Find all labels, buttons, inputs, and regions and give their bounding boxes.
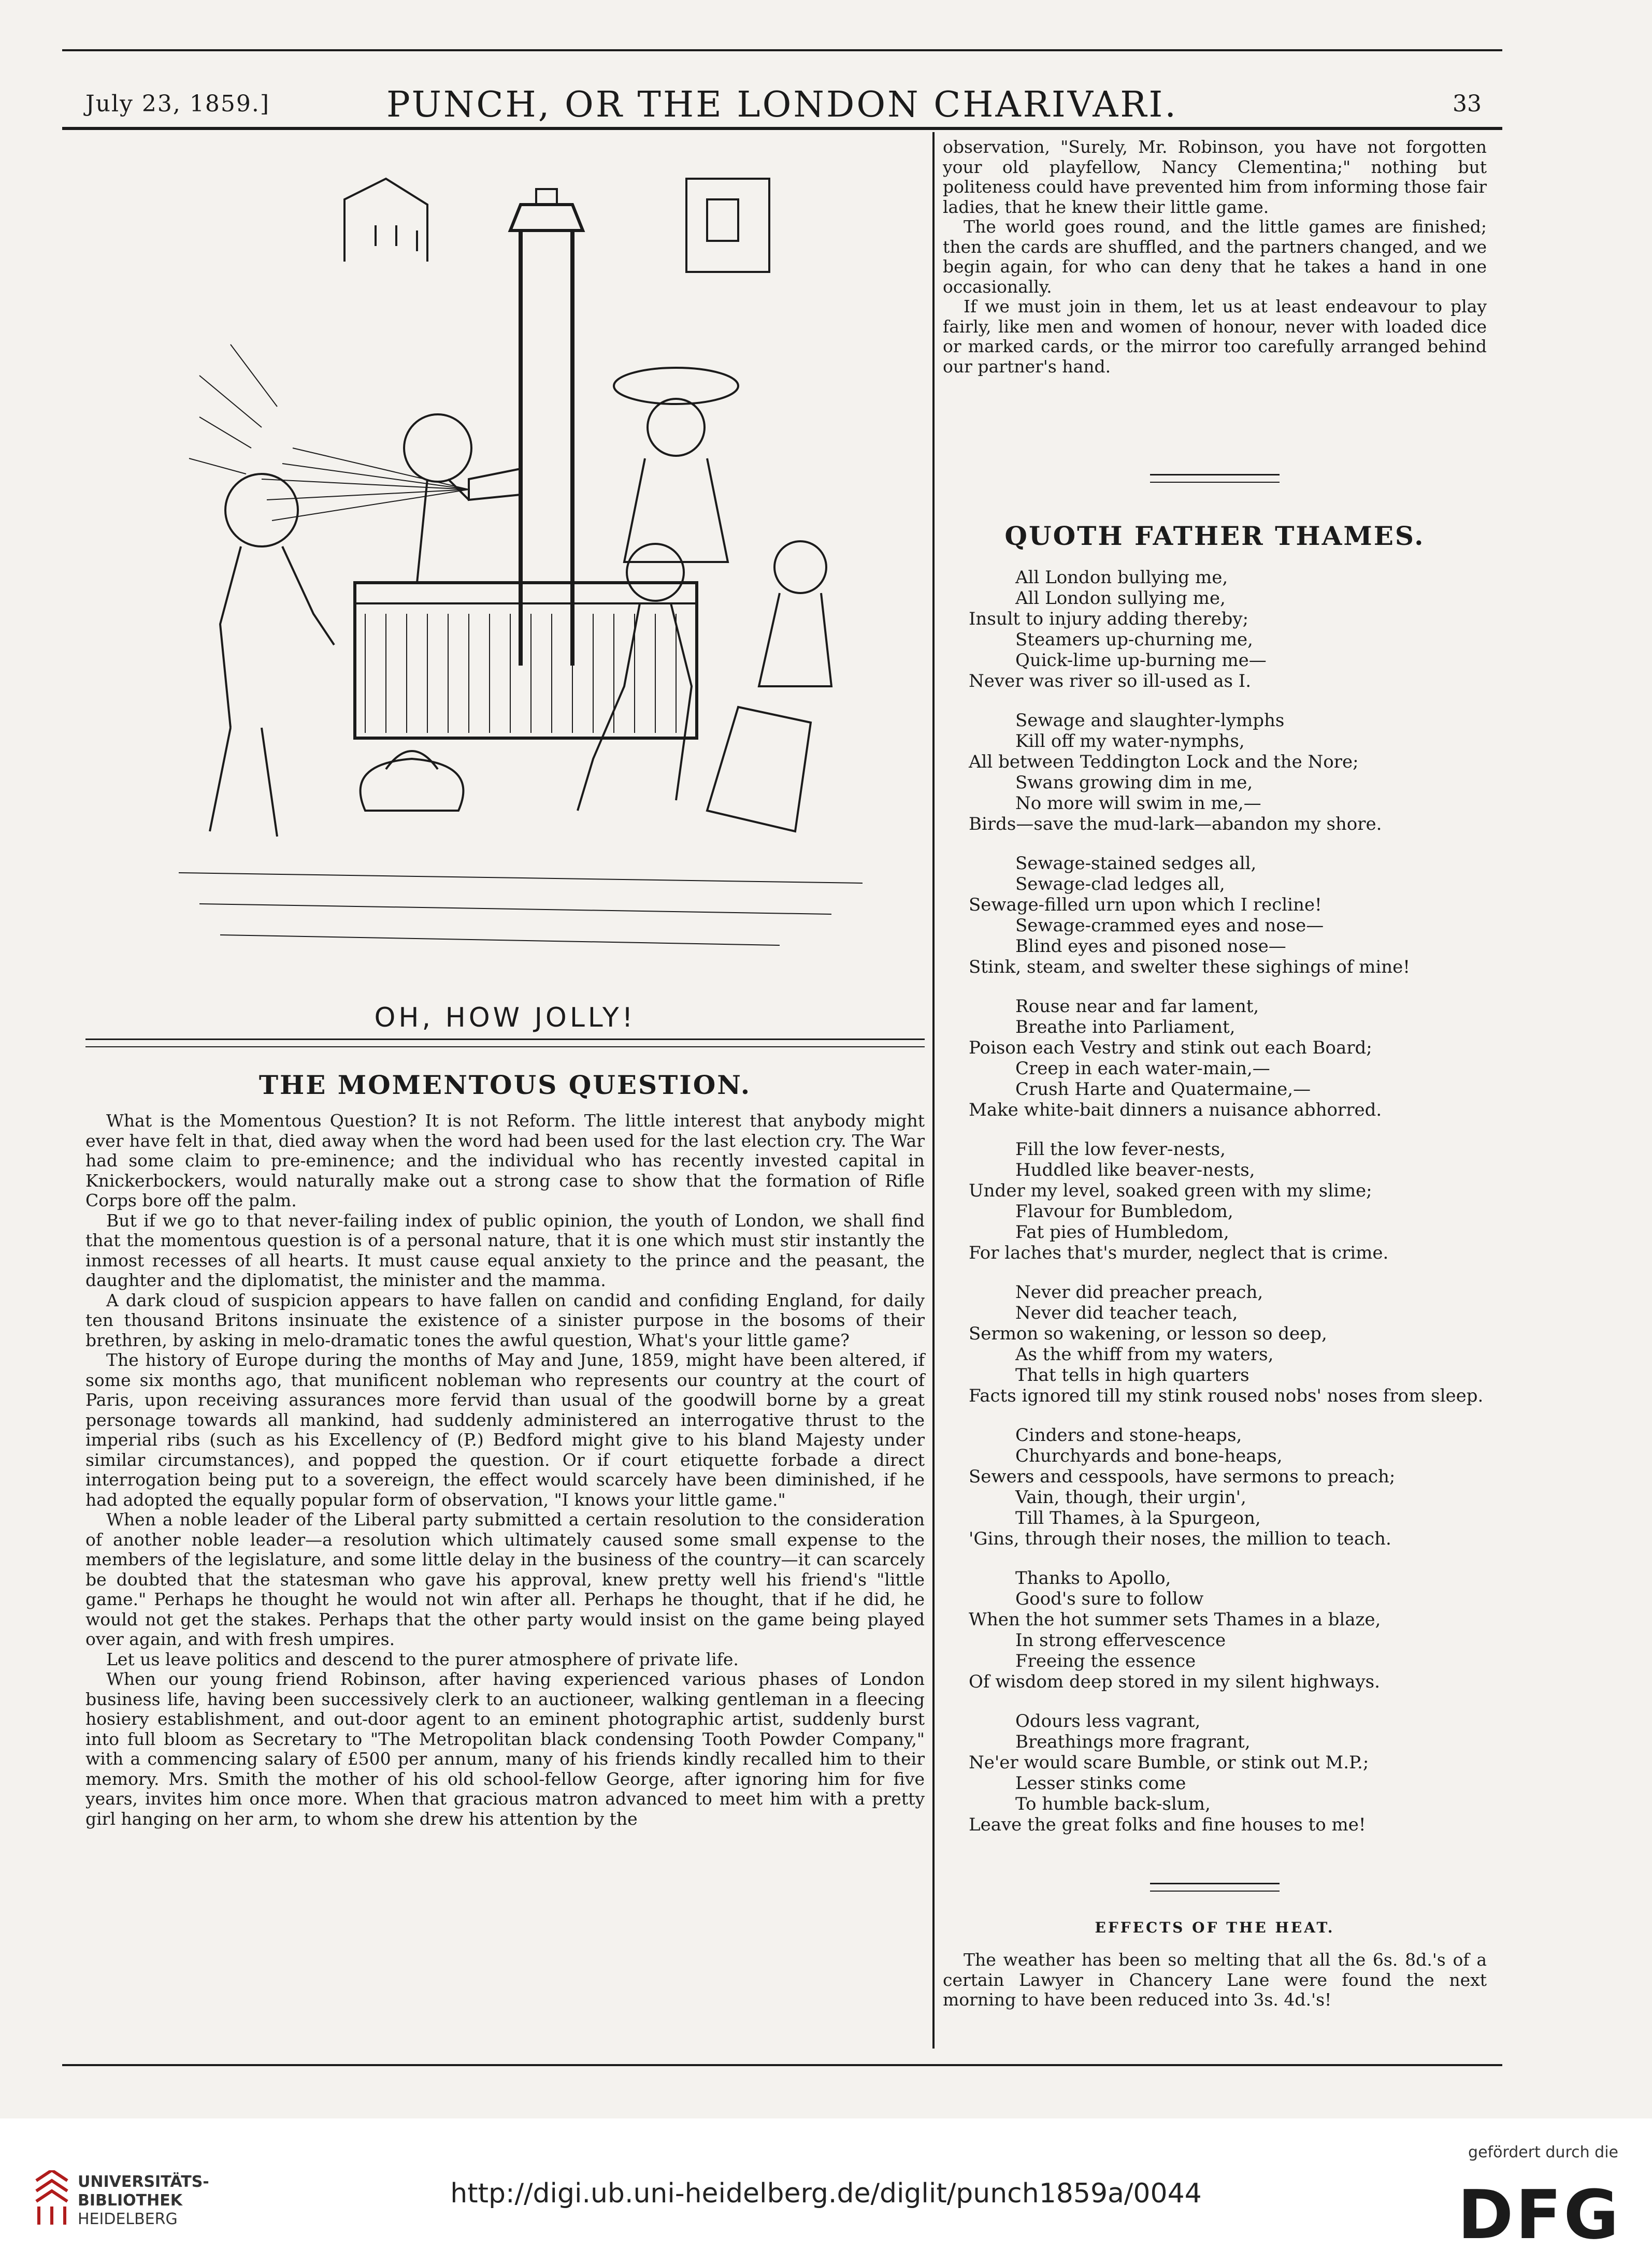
poem-line: Never was river so ill-used as I.	[969, 671, 1252, 691]
poem-line: Odours less vagrant,	[1015, 1711, 1201, 1732]
poem-stanza	[969, 996, 1487, 1120]
poem-line: All London sullying me,	[1015, 588, 1226, 609]
column-divider	[932, 132, 935, 2049]
poem-line: Vain, though, their urgin',	[1015, 1487, 1246, 1508]
poem-line: Leave the great folks and fine houses to me!	[969, 1814, 1366, 1835]
poem-line: 'Gins, through their noses, the million to teach.	[969, 1528, 1391, 1549]
poem-line: All between Teddington Lock and the Nore;	[969, 752, 1359, 772]
poem-line: Make white-bait dinners a nuisance abhorred.	[969, 1100, 1382, 1120]
poem-stanza	[969, 567, 1487, 691]
poem-line: Sewage-filled urn upon which I recline!	[969, 895, 1322, 915]
poem-line: To humble back-slum,	[1015, 1794, 1211, 1814]
poem-line: Facts ignored till my stink roused nobs' noses from sleep.	[969, 1386, 1484, 1406]
poem-line: Under my level, soaked green with my slime;	[969, 1180, 1372, 1201]
poem-line: Huddled like beaver-nests,	[1015, 1160, 1255, 1180]
section-rule	[1150, 1883, 1280, 1884]
poem-line: Breathings more fragrant,	[1015, 1732, 1251, 1752]
poem-line: Of wisdom deep stored in my silent highways.	[969, 1671, 1380, 1692]
article-title: THE MOMENTOUS QUESTION.	[258, 1070, 752, 1100]
poem-line: When the hot summer sets Thames in a blaze,	[969, 1609, 1381, 1630]
poem-line: Freeing the essence	[1015, 1651, 1196, 1671]
poem-line: Cinders and stone-heaps,	[1015, 1425, 1242, 1446]
paragraph: When a noble leader of the Liberal party submitted a certain resolution to the consideration of another noble leader—a resolution which ultimately caused some small expense to the members of the legislature, and some little delay in the business of the country—it can scarcely be doubted that the statesman who gave his approval, knew pretty well his friend's "little game." Perhaps he thought he would not win after all. Perhaps he thought, that if he did, he would not get the stakes. Perhaps that the other party would insist on the game being played over again, and with fresh umpires.	[85, 1509, 925, 1649]
poem-line: Lesser stinks come	[1015, 1773, 1186, 1794]
library-name-line: BIBLIOTHEK	[78, 2191, 182, 2210]
poem-line: Fat pies of Humbledom,	[1015, 1222, 1229, 1243]
poem-title: QUOTH FATHER THAMES.	[1004, 521, 1425, 551]
paragraph: What is the Momentous Question? It is not Reform. The little interest that anybody might ever have felt in that, died away when the word had been used for the last election cry. The War had some claim to pre-eminence; and the individual who has recently invested capital in Knickerbockers, would naturally make out a strong case to show that the formation of Rifle Corps bore off the palm.	[85, 1111, 925, 1210]
top-border	[62, 49, 1502, 51]
paragraph: A dark cloud of suspicion appears to have fallen on candid and confiding England, for daily ten thousand Britons insinuate the existence of a sinister purpose in the bosoms of their brethren, by asking in melo-dramatic tones the awful question, What's your little game?	[85, 1290, 925, 1350]
funding-label: gefördert durch die	[1468, 2143, 1618, 2161]
poem-line: Rouse near and far lament,	[1015, 996, 1259, 1017]
poem-line: Steamers up-churning me,	[1015, 629, 1253, 650]
section-rule-2	[1150, 1891, 1280, 1892]
paragraph: observation, "Surely, Mr. Robinson, you have not forgotten your old playfellow, Nancy Clementina;" nothing but politeness could have prevented him from informing those fair ladies, that he knew their little game.	[943, 137, 1487, 217]
paragraph: When our young friend Robinson, after having experienced various phases of London business life, having been successively clerk to an auctioneer, walking gentleman in a fleecing hosiery establishment, and out-door agent to an eminent photographic artist, suddenly burst into full bloom as Secretary to "The Metropolitan black condensing Tooth Powder Company," with a commencing salary of £500 per annum, many of his friends kindly recalled him to their memory. Mrs. Smith the mother of his old school-fellow George, after ignoring him for five years, invites him once more. When that gracious matron advanced to meet him with a pretty girl hanging on her arm, to whom she drew his attention by the	[85, 1669, 925, 1829]
poem-stanza	[969, 710, 1487, 834]
poem-line: Birds—save the mud-lark—abandon my shore.	[969, 814, 1382, 834]
bottom-border	[62, 2064, 1502, 2066]
poem-stanza	[969, 1139, 1487, 1263]
poem-stanza	[969, 1711, 1487, 1835]
paragraph: But if we go to that never-failing index of public opinion, the youth of London, we shall find that the momentous question is of a personal nature, that it is one which must stir instantly the inmost recesses of all hearts. It must cause equal anxiety to the prince and the peasant, the daughter and the diplomatist, the minister and the mamma.	[85, 1210, 925, 1290]
poem-line: Insult to injury adding thereby;	[969, 609, 1249, 629]
poem-line: Ne'er would scare Bumble, or stink out M.P.;	[969, 1752, 1369, 1773]
poem-line: That tells in high quarters	[1015, 1365, 1249, 1386]
poem-line: No more will swim in me,—	[1015, 793, 1261, 814]
poem-line: Crush Harte and Quatermaine,—	[1015, 1079, 1311, 1100]
paragraph: Let us leave politics and descend to the purer atmosphere of private life.	[106, 1649, 739, 1669]
poem-line: Blind eyes and pisoned nose—	[1015, 936, 1286, 957]
page-number: 33	[1453, 91, 1482, 117]
caption-rule	[85, 1039, 925, 1040]
header-rule	[62, 127, 1502, 130]
poem	[969, 567, 1487, 1854]
digitization-footer	[0, 2118, 1652, 2264]
poem-line: Creep in each water-main,—	[1015, 1058, 1270, 1079]
dfg-logo: DFG	[1457, 2175, 1621, 2254]
caption-rule-2	[85, 1046, 925, 1047]
poem-line: For laches that's murder, neglect that is crime.	[969, 1243, 1389, 1263]
poem-line: In strong effervescence	[1015, 1630, 1226, 1651]
paragraph: If we must join in them, let us at least endeavour to play fairly, like men and women of honour, never with loaded dice or marked cards, or the mirror too carefully arranged behind our partner's hand.	[943, 296, 1487, 377]
poem-line: All London bullying me,	[1015, 567, 1228, 588]
source-url-link[interactable]: http://digi.ub.uni-heidelberg.de/diglit/punch1859a/0044	[450, 2178, 1202, 2209]
library-name-line: UNIVERSITÄTS-	[78, 2173, 209, 2191]
newspaper-page	[62, 49, 1502, 2069]
paragraph: The world goes round, and the little games are finished; then the cards are shuffled, and the partners changed, and we begin again, for who can deny that he takes a hand in one occasionally.	[943, 217, 1487, 297]
paragraph: The history of Europe during the months of May and June, 1859, might have been altered, if some six months ago, that munificent nobleman who represents our country at the court of Paris, upon receiving assurances more fervid than usual of the goodwill borne by a great personage towards all mankind, had suddenly administered an interrogative thrust to the imperial ribs (such as his Excellency of (P.) Bedford might give to his bland Majesty under similar circumstances), and popped the question. Or if court etiquette forbade a direct interrogation being put to a sovereign, the effect would scarcely have been diminished, if he had adopted the equally popular form of observation, "I knows your little game."	[85, 1350, 925, 1510]
poem-line: Sewage-stained sedges all,	[1015, 853, 1257, 874]
library-name-line: HEIDELBERG	[78, 2210, 178, 2228]
article-body	[85, 1111, 925, 1829]
publication-title: PUNCH, OR THE LONDON CHARIVARI.	[386, 84, 1178, 125]
section-rule-2	[1150, 482, 1280, 483]
poem-line: Never did teacher teach,	[1015, 1303, 1238, 1323]
poem-line: Thanks to Apollo,	[1015, 1568, 1171, 1589]
paragraph: The weather has been so melting that all the 6s. 8d.'s of a certain Lawyer in Chancery Lane were found the next morning to have been reduced into 3s. 4d.'s!	[943, 1950, 1487, 2010]
issue-date: July 23, 1859.]	[85, 91, 270, 117]
article-continuation	[943, 137, 1487, 377]
effects-title: EFFECTS OF THE HEAT.	[1095, 1919, 1335, 1936]
poem-line: Churchyards and bone-heaps,	[1015, 1446, 1283, 1466]
poem-stanza	[969, 853, 1487, 977]
poem-line: As the whiff from my waters,	[1015, 1344, 1274, 1365]
poem-line: Kill off my water-nymphs,	[1015, 731, 1245, 752]
poem-line: Sewers and cesspools, have sermons to preach;	[969, 1466, 1396, 1487]
section-rule	[1150, 474, 1280, 475]
illustration-caption: OH, HOW JOLLY!	[374, 1002, 636, 1033]
poem-line: Stink, steam, and swelter these sighings of mine!	[969, 957, 1410, 977]
poem-line: Swans growing dim in me,	[1015, 772, 1253, 793]
poem-line: Sermon so wakening, or lesson so deep,	[969, 1323, 1327, 1344]
poem-stanza	[969, 1425, 1487, 1549]
poem-line: Fill the low fever-nests,	[1015, 1139, 1226, 1160]
effects-body	[943, 1950, 1487, 2010]
poem-stanza	[969, 1282, 1487, 1406]
poem-line: Sewage-crammed eyes and nose—	[1015, 915, 1324, 936]
poem-line: Poison each Vestry and stink out each Board;	[969, 1037, 1372, 1058]
poem-line: Sewage-clad ledges all,	[1015, 874, 1225, 895]
poem-line: Breathe into Parliament,	[1015, 1017, 1236, 1037]
page-header	[62, 75, 1502, 132]
poem-line: Flavour for Bumbledom,	[1015, 1201, 1233, 1222]
poem-line: Sewage and slaughter-lymphs	[1015, 710, 1285, 731]
poem-stanza	[969, 1568, 1487, 1692]
poem-line: Never did preacher preach,	[1015, 1282, 1263, 1303]
cartoon-illustration	[158, 158, 883, 966]
poem-line: Good's sure to follow	[1015, 1589, 1204, 1609]
poem-line: Quick-lime up-burning me—	[1015, 650, 1267, 671]
poem-line: Till Thames, à la Spurgeon,	[1015, 1508, 1261, 1528]
